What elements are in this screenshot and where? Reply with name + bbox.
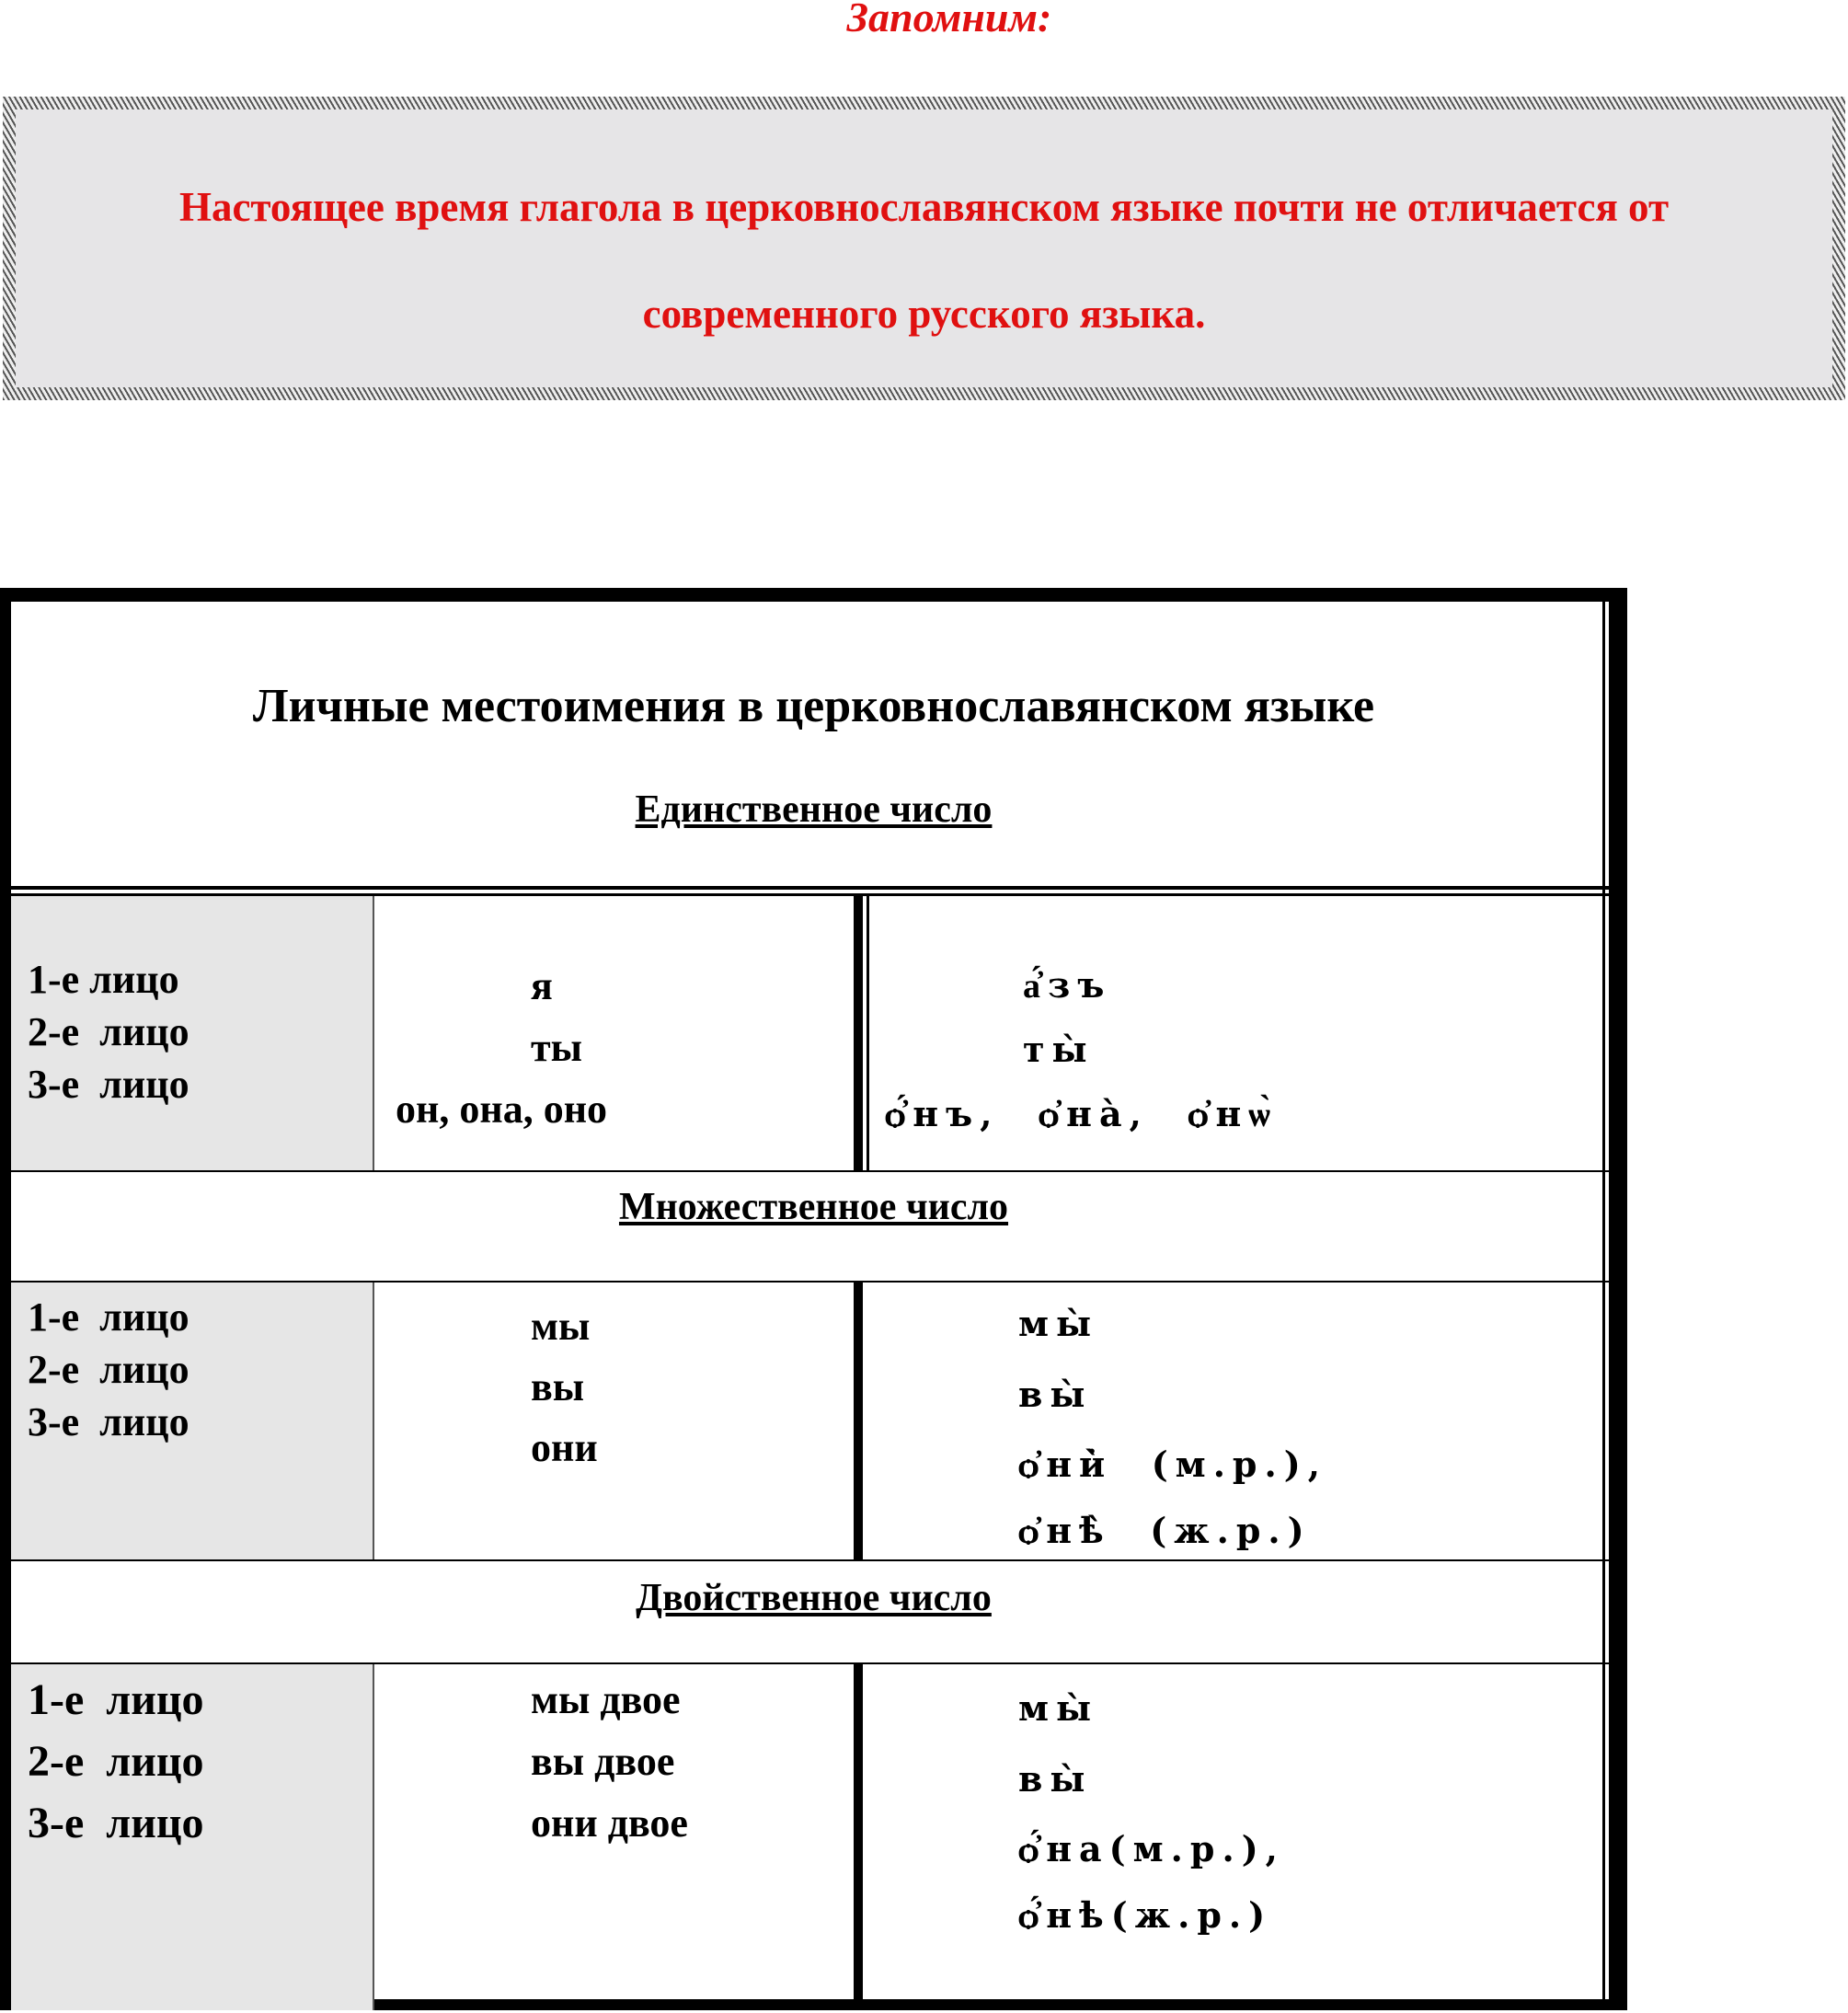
- slavonic-pronoun: ѻ҆нѣ̀ (ж.р.): [1018, 1510, 1312, 1551]
- russian-pronoun: вы: [531, 1364, 585, 1409]
- slavonic-pronoun: мы̀: [1018, 1687, 1099, 1729]
- note-line-2: современного русского языка.: [642, 291, 1206, 337]
- section-dual-label: Двойственное число: [636, 1577, 992, 1619]
- slavonic-pronoun: ѻ҆́нѣ(ж.р.): [1018, 1894, 1273, 1936]
- person-label: 3-е лицо: [28, 1399, 189, 1444]
- note-box: [3, 97, 1845, 400]
- remember-heading: Запомним:: [846, 0, 1052, 40]
- russian-pronoun: они двое: [531, 1800, 688, 1846]
- person-label: 3-е лицо: [28, 1062, 189, 1107]
- section-singular-label: Единственное число: [635, 788, 993, 831]
- slavonic-pronoun: вы̀: [1018, 1758, 1093, 1800]
- table-title: Личные местоимения в церковнославянском языке: [252, 680, 1375, 732]
- russian-pronoun: мы двое: [531, 1677, 681, 1722]
- russian-pronoun: вы двое: [531, 1739, 675, 1784]
- russian-pronoun: они: [531, 1425, 598, 1470]
- person-label: 1-е лицо: [28, 957, 179, 1002]
- slavonic-pronoun: а҆́зъ: [1023, 964, 1112, 1006]
- note-line-1: Настоящее время глагола в церковнославянском языке почти не отличается от: [178, 184, 1670, 230]
- slavonic-pronoun: вы̀: [1018, 1374, 1093, 1415]
- section-plural-label: Множественное число: [618, 1186, 1009, 1228]
- russian-pronoun: он, она, оно: [396, 1087, 608, 1132]
- pronoun-table: [0, 588, 1627, 2010]
- russian-pronoun: мы: [531, 1304, 591, 1349]
- person-label: 3-е лицо: [28, 1799, 204, 1847]
- russian-pronoun: ты: [531, 1025, 582, 1070]
- slavonic-pronoun: ѻ҆ни̇̀ (м.р.),: [1018, 1444, 1327, 1485]
- person-label: 1-е лицо: [28, 1294, 189, 1340]
- slavonic-pronoun: ѻ҆́на(м.р.),: [1018, 1828, 1285, 1869]
- slavonic-pronoun: ты̀: [1023, 1029, 1095, 1070]
- slavonic-pronoun: мы̀: [1018, 1303, 1099, 1344]
- russian-pronoun: я: [531, 963, 553, 1008]
- person-label: 1-е лицо: [28, 1675, 204, 1724]
- slavonic-pronoun: ѻ҆́нъ, ѻ҆на̀, ѻ҆нѡ̀: [885, 1093, 1278, 1134]
- person-label: 2-е лицо: [28, 1009, 189, 1054]
- person-label: 2-е лицо: [28, 1347, 189, 1392]
- person-label: 2-е лицо: [28, 1737, 204, 1786]
